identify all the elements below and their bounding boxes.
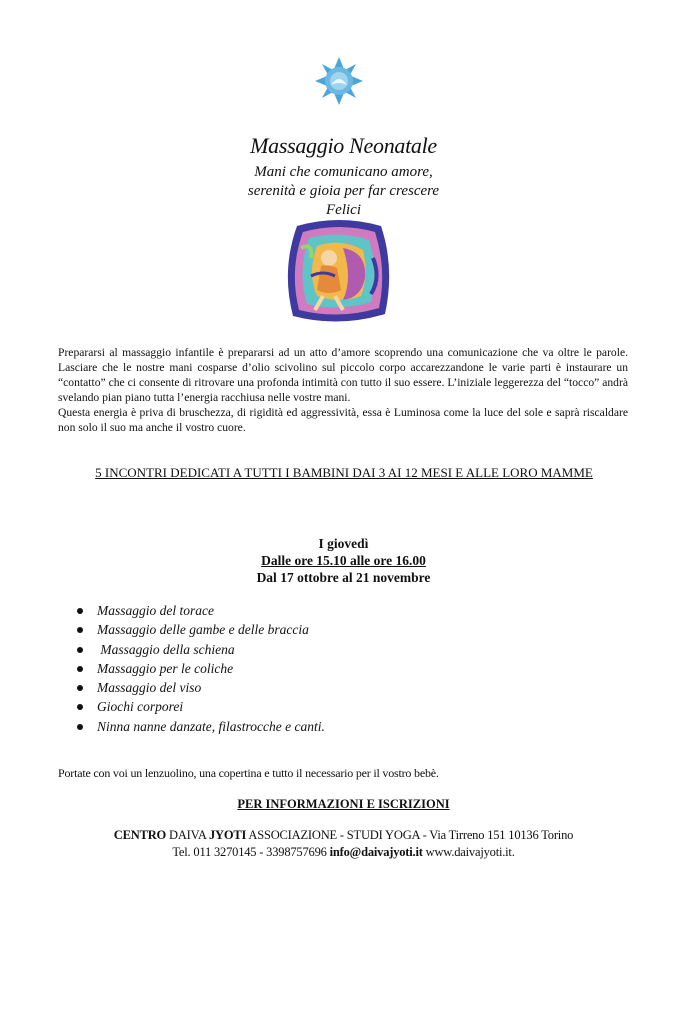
list-item-label: Massaggio delle gambe e delle braccia <box>97 622 309 638</box>
page-title: Massaggio Neonatale <box>250 133 437 158</box>
jyoti-label: JYOTI <box>208 828 247 842</box>
intro-paragraph-1: Prepararsi al massaggio infantile è prepararsi ad un atto d’amore scoprendo una comunicazione che va oltre le parole. Lasciare che le nostre mani cosparse d’olio scivolino sul piccolo corpo accarezzandone le varie parti è instaurare un “contatto” che ci consente di ritrovare una profonda intimità con tutto il suo essere. L’iniziale leggerezza del “tocco” andrà svelando pian piano tutta l’energia racchiusa nelle vostre mani. <box>58 346 628 404</box>
schedule-day: I giovedì <box>318 536 369 551</box>
mother-baby-illustration <box>283 218 395 326</box>
lotus-logo <box>313 55 365 107</box>
list-item <box>77 678 325 697</box>
schedule-dates: Dal 17 ottobre al 21 novembre <box>256 570 431 585</box>
list-item-label: Massaggio per le coliche <box>97 660 234 676</box>
bullet-icon <box>77 666 83 672</box>
centro-label: CENTRO <box>113 828 167 842</box>
intro-paragraph-2: Questa energia è priva di bruschezza, di rigidità ed aggressività, essa è Luminosa come la luce del sole e saprà riscaldare non solo il suo ma anche il vostro cuore. <box>58 406 628 434</box>
list-item <box>77 697 325 716</box>
subtitle-line-2: serenità e gioia per far crescere <box>247 183 440 199</box>
bullet-icon <box>77 627 83 633</box>
bullet-icon <box>77 647 83 653</box>
daiva-label: DAIVA <box>169 828 206 842</box>
schedule-time: Dalle ore 15.10 alle ore 16.00 <box>261 553 426 568</box>
list-item-label: Ninna nanne danzate, filastrocche e canti. <box>97 718 325 734</box>
bring-note: Portate con voi un lenzuolino, una copertina e tutto il necessario per il vostro bebè. <box>58 766 439 780</box>
list-item-label: Massaggio del viso <box>97 680 202 696</box>
activity-list <box>77 601 325 736</box>
contact-block <box>0 827 687 861</box>
list-item <box>77 717 325 736</box>
intro-text <box>58 345 628 435</box>
subtitle-line-1: Mani che comunicano amore, <box>254 164 433 180</box>
info-heading: PER INFORMAZIONI E ISCRIZIONI <box>237 797 450 811</box>
schedule <box>0 535 687 586</box>
website-link[interactable]: www.daivajyoti.it. <box>425 845 515 859</box>
bullet-icon <box>77 608 83 614</box>
subtitle-line-3: Felici <box>326 202 361 218</box>
list-item-label: Giochi corporei <box>97 699 184 715</box>
list-item <box>77 640 325 659</box>
list-item <box>77 659 325 678</box>
contact-line-2 <box>0 844 687 861</box>
bullet-icon <box>77 724 83 730</box>
bullet-icon <box>77 704 83 710</box>
course-headline: 5 INCONTRI DEDICATI A TUTTI I BAMBINI DAI 3 AI 12 MESI E ALLE LORO MAMME <box>95 465 593 480</box>
bullet-icon <box>77 685 83 691</box>
list-item <box>77 601 325 620</box>
phone-text: Tel. 011 3270145 - 3398757696 <box>172 845 327 859</box>
email-link[interactable]: info@daivajyoti.it <box>329 845 423 859</box>
list-item-label: Massaggio della schiena <box>97 641 235 657</box>
contact-line-1 <box>0 827 687 844</box>
list-item-label: Massaggio del torace <box>97 603 214 618</box>
address-text: ASSOCIAZIONE - STUDI YOGA - Via Tirreno 151 10136 Torino <box>248 828 574 842</box>
list-item <box>77 620 325 639</box>
